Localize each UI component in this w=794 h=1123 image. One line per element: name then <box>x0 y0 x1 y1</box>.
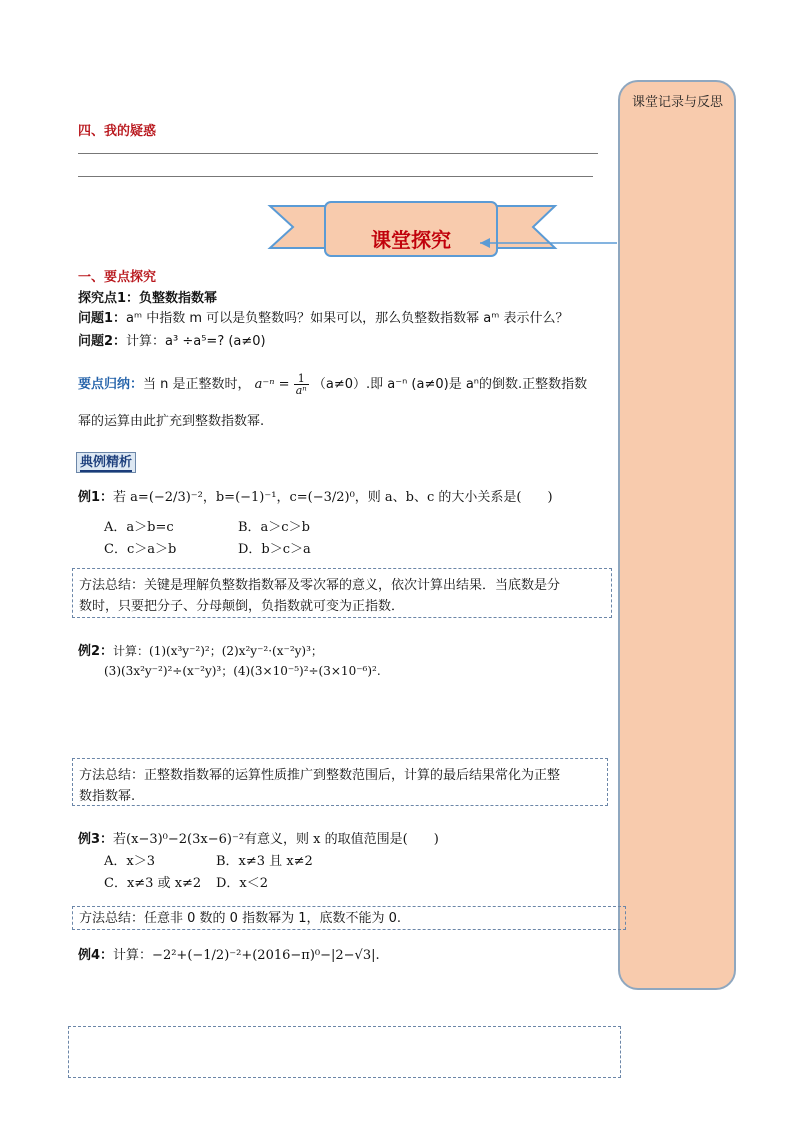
method-summary-2 <box>72 758 608 806</box>
question1-text: aᵐ 中指数 m 可以是负整数吗？如果可以，那么负整数指数幂 aᵐ 表示什么？ <box>126 311 569 326</box>
question1 <box>78 307 569 326</box>
example1 <box>78 486 553 505</box>
examples-label-text: 典例精析 <box>80 455 133 470</box>
example1-option-b: B．a＞c＞b <box>238 520 310 535</box>
method3-line: 方法总结：任意非 0 数的 0 指数幂为 1，底数不能为 0. <box>79 911 402 926</box>
example2-line-1: 计算：(1)(x³y⁻²)²；(2)x²y⁻²·(x⁻²y)³； <box>113 644 323 658</box>
example4-label: 例4： <box>78 948 114 963</box>
example3-option-c: C．x≠3 或 x≠2 <box>104 876 202 891</box>
example4-text: 计算：−2²+(−1/2)⁻²+(2016−π)⁰−|2−√3|. <box>113 948 380 963</box>
question2-label: 问题2： <box>78 334 127 349</box>
answer-line-2 <box>78 176 593 177</box>
example2-label: 例2： <box>78 644 114 659</box>
summary-label: 要点归纳： <box>78 377 144 392</box>
method2-line-1: 方法总结：正整数指数幂的运算性质推广到整数范围后，计算的最后结果常化为正整 <box>79 768 561 783</box>
example2-line-2: (3)(3x²y⁻²)²÷(x⁻²y)³；(4)(3×10⁻⁵)²÷(3×10⁻⁶)². <box>104 664 381 678</box>
question2 <box>78 330 266 349</box>
summary-text-2: （a≠0）.即 a⁻ⁿ (a≠0)是 aⁿ的倒数.正整数指数 <box>312 377 588 392</box>
formula-denominator: aⁿ <box>295 384 307 397</box>
examples-label <box>76 452 136 473</box>
summary-line-2: 幂的运算由此扩充到整数指数幂. <box>78 414 265 429</box>
formula-fraction <box>294 373 309 396</box>
example3 <box>78 828 439 847</box>
formula-numerator: 1 <box>294 373 309 385</box>
formula-lhs: a⁻ⁿ = <box>254 377 290 392</box>
example3-text: 若(x−3)⁰−2(3x−6)⁻²有意义，则 x 的取值范围是( ) <box>113 832 439 847</box>
example1-option-c: C．c＞a＞b <box>104 542 177 557</box>
banner-title: 课堂探究 <box>371 228 451 252</box>
sidebar-title: 课堂记录与反思 <box>632 95 724 110</box>
example3-option-d: D．x＜2 <box>216 876 269 891</box>
example2 <box>78 640 323 659</box>
summary-line-1 <box>78 372 587 398</box>
answer-line-1 <box>78 153 598 154</box>
method-summary-3 <box>72 906 626 930</box>
question2-text: 计算：a³ ÷a⁵=? (a≠0) <box>126 334 266 349</box>
example3-option-a: A．x＞3 <box>104 854 155 869</box>
section1-title: 一、要点探究 <box>78 270 157 285</box>
example1-label: 例1： <box>78 490 114 505</box>
answer-box <box>68 1026 621 1078</box>
summary-text-1: 当 n 是正整数时， <box>143 377 251 392</box>
example3-label: 例3： <box>78 832 114 847</box>
notes-sidebar <box>618 80 736 990</box>
method1-line-1: 方法总结：关键是理解负整数指数幂及零次幂的意义，依次计算出结果．当底数是分 <box>79 578 561 593</box>
example4 <box>78 944 380 963</box>
example1-option-a: A．a＞b=c <box>104 520 174 535</box>
method1-line-2: 数时，只要把分子、分母颠倒，负指数就可变为正指数． <box>79 599 405 614</box>
question1-label: 问题1： <box>78 311 127 326</box>
method2-line-2: 数指数幂. <box>79 789 136 804</box>
method-summary-1 <box>72 568 612 618</box>
section4-title: 四、我的疑惑 <box>78 124 157 139</box>
example1-text: 若 a=(−2/3)⁻²，b=(−1)⁻¹，c=(−3/2)⁰，则 a、b、c 的大小关系是( ) <box>113 490 553 505</box>
example1-option-d: D．b＞c＞a <box>238 542 311 557</box>
point1-title: 探究点1：负整数指数幂 <box>78 291 218 306</box>
example3-option-b: B．x≠3 且 x≠2 <box>216 854 313 869</box>
